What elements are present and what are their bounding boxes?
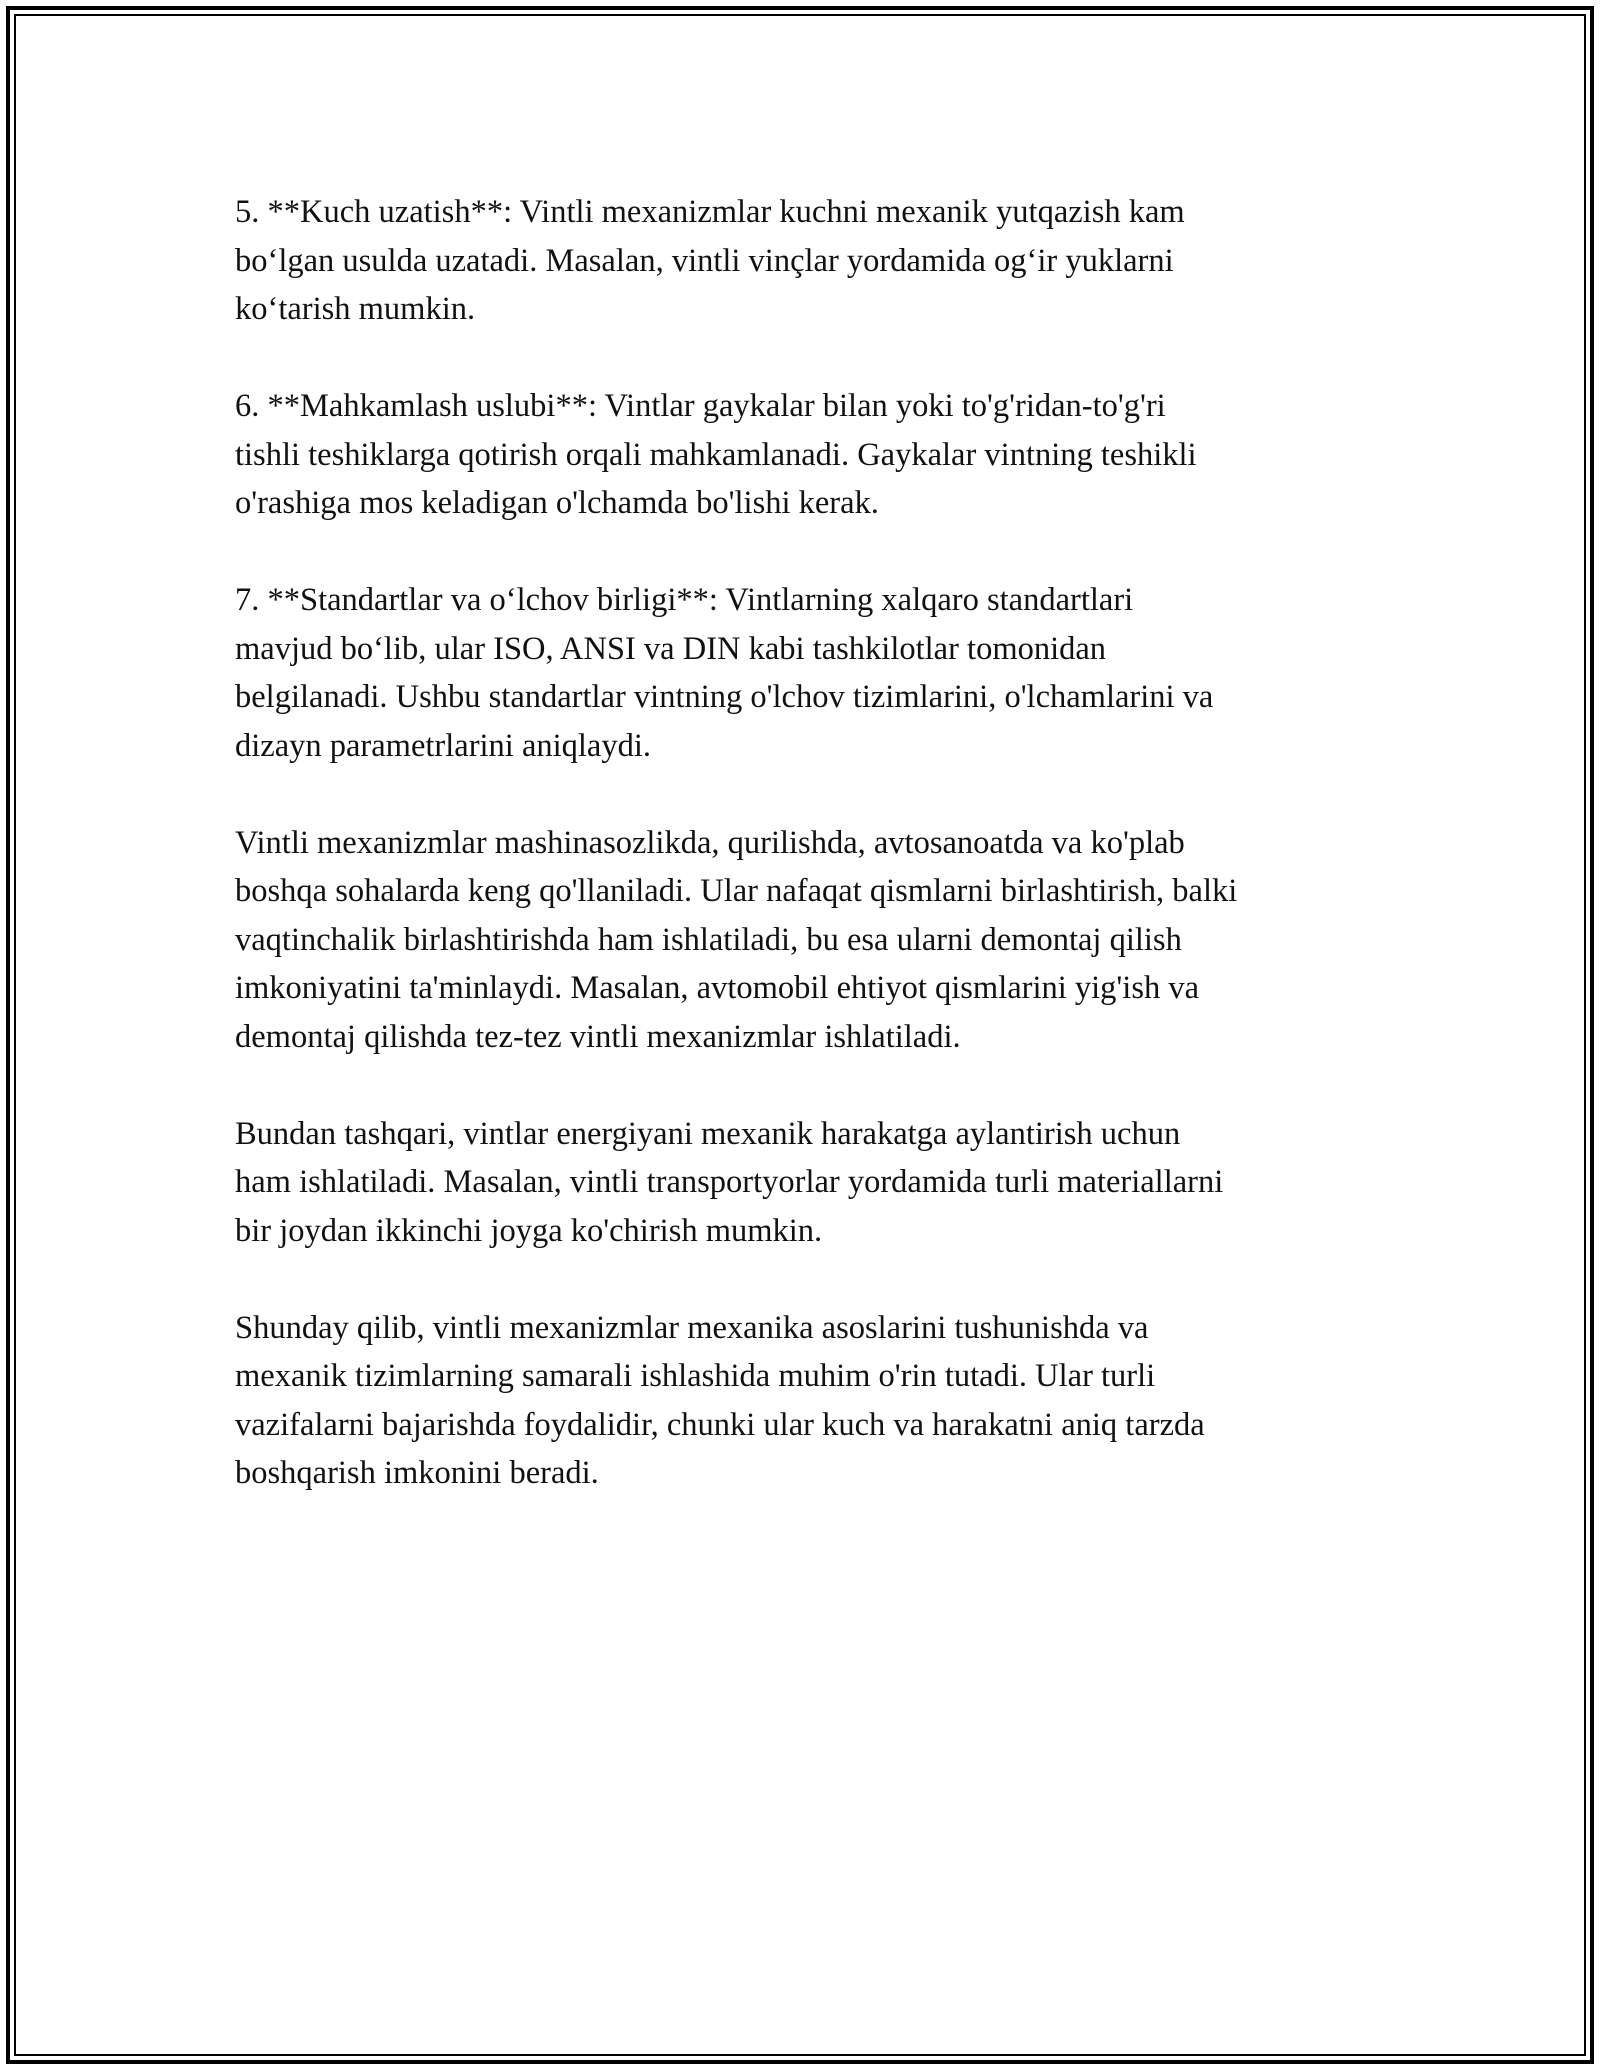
text-line: 7. **Standartlar va o‘lchov birligi**: Vintlarning xalqaro standartlari: [235, 582, 1134, 618]
text-line: boshqarish imkonini beradi.: [235, 1455, 599, 1491]
text-line: 6. **Mahkamlash uslubi**: Vintlar gaykalar bilan yoki to'g'ridan-to'g'ri: [235, 388, 1166, 424]
text-line: mavjud bo‘lib, ular ISO, ANSI va DIN kabi tashkilotlar tomonidan: [235, 630, 1107, 667]
text-line: ham ishlatiladi. Masalan, vintli transportyorlar yordamida turli materiallarni: [235, 1164, 1224, 1200]
text-line: Vintli mexanizmlar mashinasozlikda, qurilishda, avtosanoatda va ko'plab: [235, 824, 1185, 861]
text-line: 5. **Kuch uzatish**: Vintli mexanizmlar kuchni mexanik yutqazish kam: [235, 194, 1185, 230]
text-line: ko‘tarish mumkin.: [235, 291, 476, 327]
text-line: demontaj qilishda tez-tez vintli mexanizmlar ishlatiladi.: [235, 1018, 961, 1055]
text-line: vaqtinchalik birlashtirishda ham ishlatiladi, bu esa ularni demontaj qilish: [235, 921, 1182, 958]
text-line: Bundan tashqari, vintlar energiyani mexanik harakatga aylantirish uchun: [235, 1115, 1181, 1152]
paragraph-kuch-uzatish: [235, 188, 1375, 334]
text-line: tishli teshiklarga qotirish orqali mahkamlanadi. Gaykalar vintning teshikli: [235, 436, 1197, 473]
text-line: boshqa sohalarda keng qo'llaniladi. Ular nafaqat qismlarni birlashtirish, balki: [235, 873, 1238, 909]
paragraph-xulosa: [235, 1304, 1375, 1498]
text-line: belgilanadi. Ushbu standartlar vintning o'lchov tizimlarini, o'lchamlarini va: [235, 679, 1214, 715]
text-line: bo‘lgan usulda uzatadi. Masalan, vintli vinçlar yordamida og‘ir yuklarni: [235, 242, 1174, 279]
paragraph-energiya: [235, 1110, 1375, 1256]
text-line: Shunday qilib, vintli mexanizmlar mexanika asoslarini tushunishda va: [235, 1309, 1149, 1346]
paragraph-mahkamlash-uslubi: [235, 382, 1375, 528]
document-body: [235, 188, 1375, 1546]
text-line: dizayn parametrlarini aniqlaydi.: [235, 727, 652, 764]
text-line: o'rashiga mos keladigan o'lchamda bo'lishi kerak.: [235, 485, 879, 521]
text-line: imkoniyatini ta'minlaydi. Masalan, avtomobil ehtiyot qismlarini yig'ish va: [235, 970, 1200, 1006]
text-line: bir joydan ikkinchi joyga ko'chirish mumkin.: [235, 1212, 823, 1249]
paragraph-standartlar: [235, 576, 1375, 770]
text-line: vazifalarni bajarishda foydalidir, chunki ular kuch va harakatni aniq tarzda: [235, 1406, 1205, 1443]
paragraph-qollanilishi: [235, 819, 1375, 1062]
text-line: mexanik tizimlarning samarali ishlashida muhim o'rin tutadi. Ular turli: [235, 1358, 1156, 1394]
